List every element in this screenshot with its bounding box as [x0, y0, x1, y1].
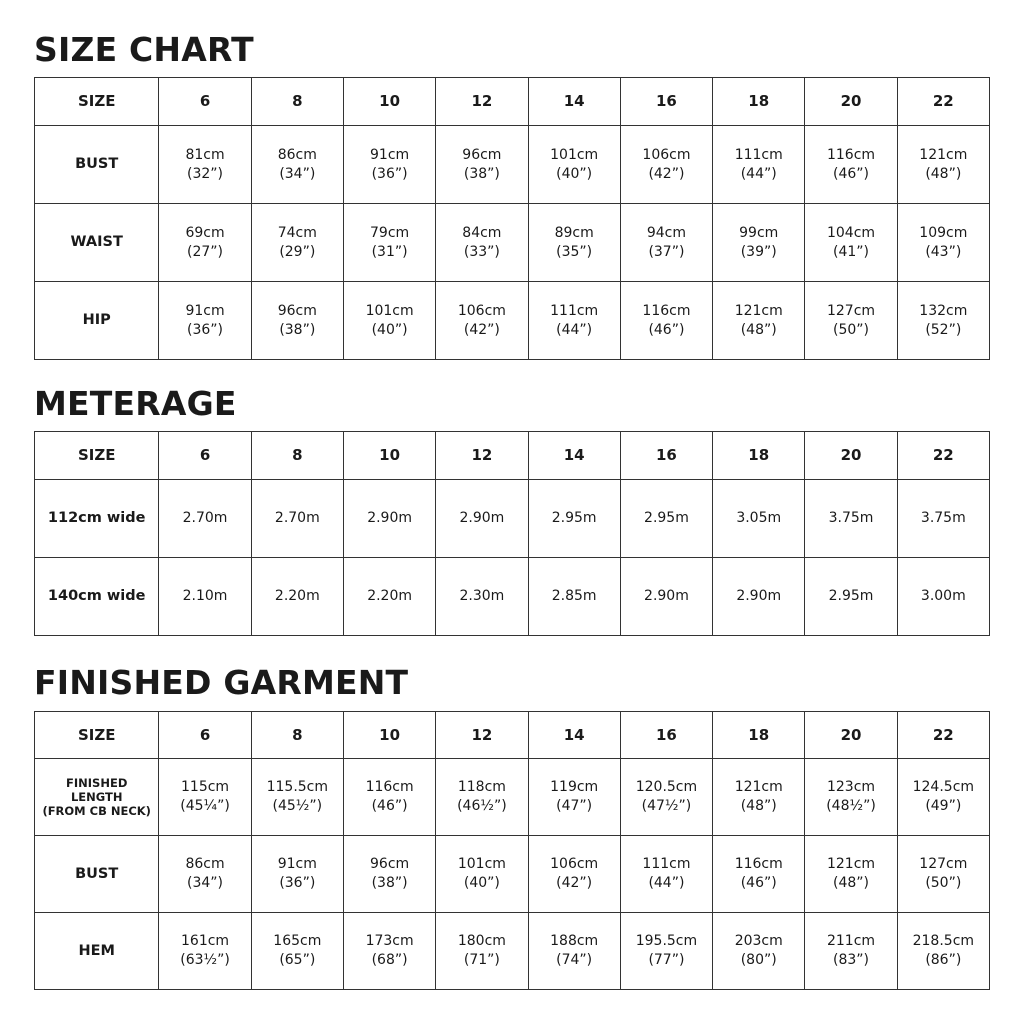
- cell-line: (46”): [648, 321, 685, 338]
- cell-line: 2.30m: [459, 588, 505, 604]
- size-column-header: 12: [436, 432, 528, 480]
- cell-line: 2.20m: [274, 588, 320, 604]
- value-cell: [620, 913, 712, 990]
- cell-line: 104cm: [826, 224, 876, 241]
- value-cell: [251, 282, 343, 360]
- value-cell: [713, 913, 805, 990]
- size-column-header: 10: [343, 78, 435, 126]
- value-cell: [528, 480, 620, 558]
- value-cell: [620, 480, 712, 558]
- value-cell: [620, 836, 712, 913]
- meterage-table: [34, 431, 990, 636]
- cell-line: (71”): [463, 952, 500, 968]
- cell-line: (38”): [279, 321, 316, 338]
- value-cell: [897, 204, 989, 282]
- cell-line: (32”): [187, 165, 224, 182]
- cell-line: 127cm: [826, 302, 876, 319]
- value-cell: [713, 204, 805, 282]
- cell-line: 86cm: [185, 856, 225, 872]
- cell-line: (42”): [556, 875, 593, 891]
- table-row: [35, 282, 990, 360]
- cell-line: 2.95m: [644, 510, 689, 526]
- cell-line: (45¼”): [180, 798, 230, 814]
- cell-line: 2.85m: [551, 588, 597, 604]
- cell-line: (48½”): [826, 798, 876, 814]
- size-header-cell: SIZE: [35, 78, 159, 126]
- row-label: HEM: [35, 913, 159, 990]
- cell-line: 211cm: [826, 933, 876, 949]
- value-cell: [251, 204, 343, 282]
- cell-line: (48”): [925, 165, 962, 182]
- cell-line: 121cm: [734, 779, 783, 795]
- row-label: BUST: [35, 836, 159, 913]
- value-cell: [897, 759, 989, 836]
- size-header-cell: SIZE: [35, 432, 159, 480]
- size-column-header: 14: [528, 712, 620, 759]
- cell-line: 2.95m: [551, 510, 597, 526]
- cell-line: 116cm: [365, 779, 414, 795]
- cell-line: (29”): [279, 243, 316, 260]
- cell-line: 2.10m: [182, 588, 228, 604]
- cell-line: (74”): [556, 952, 593, 968]
- size-column-header: 16: [620, 432, 712, 480]
- cell-line: (42”): [463, 321, 500, 338]
- cell-line: 2.90m: [459, 510, 505, 526]
- header-row: [35, 432, 990, 480]
- size-column-header: 16: [620, 78, 712, 126]
- value-cell: [805, 836, 897, 913]
- cell-line: (86”): [925, 952, 962, 968]
- value-cell: [528, 759, 620, 836]
- cell-line: 86cm: [277, 146, 317, 163]
- header-row: [35, 78, 990, 126]
- size-column-header: 8: [251, 712, 343, 759]
- cell-line: 89cm: [554, 224, 594, 241]
- cell-line: (83”): [833, 952, 869, 968]
- cell-line: (41”): [833, 243, 869, 260]
- cell-line: (39”): [740, 243, 777, 260]
- value-cell: [897, 480, 989, 558]
- cell-line: 2.70m: [274, 510, 320, 526]
- size-column-header: 6: [159, 78, 251, 126]
- value-cell: [251, 558, 343, 636]
- cell-line: 218.5cm: [912, 933, 975, 949]
- cell-line: 188cm: [550, 933, 599, 949]
- cell-line: (50”): [925, 875, 962, 891]
- value-cell: [343, 126, 435, 204]
- value-cell: [528, 913, 620, 990]
- value-cell: [251, 836, 343, 913]
- cell-line: 81cm: [185, 146, 225, 163]
- size-column-header: 22: [897, 712, 989, 759]
- size-chart-title: SIZE CHART: [34, 30, 254, 69]
- header-row: [35, 712, 990, 759]
- cell-line: 127cm: [919, 856, 968, 872]
- size-column-header: 20: [805, 78, 897, 126]
- cell-line: (37”): [648, 243, 685, 260]
- cell-line: (45½”): [272, 798, 323, 814]
- size-column-header: 22: [897, 78, 989, 126]
- value-cell: [620, 558, 712, 636]
- row-label: 140cm wide: [35, 558, 159, 636]
- table-row: [35, 126, 990, 204]
- size-column-header: 12: [436, 78, 528, 126]
- cell-line: 3.00m: [920, 588, 966, 604]
- cell-line: (44”): [740, 165, 777, 182]
- value-cell: [620, 759, 712, 836]
- size-column-header: 20: [805, 712, 897, 759]
- cell-line: 69cm: [185, 224, 225, 241]
- cell-line: 2.90m: [736, 588, 782, 604]
- cell-line: LENGTH: [70, 790, 123, 804]
- cell-line: 119cm: [550, 779, 599, 795]
- cell-line: 106cm: [642, 146, 691, 163]
- cell-line: (63½”): [180, 952, 230, 968]
- size-column-header: 18: [713, 78, 805, 126]
- cell-line: 2.70m: [182, 510, 228, 526]
- cell-line: 195.5cm: [635, 933, 698, 949]
- cell-line: (36”): [279, 875, 316, 891]
- cell-line: (50”): [833, 321, 869, 338]
- cell-line: (80”): [740, 952, 777, 968]
- size-column-header: 16: [620, 712, 712, 759]
- value-cell: [343, 282, 435, 360]
- cell-line: 165cm: [273, 933, 322, 949]
- row-label: HIP: [35, 282, 159, 360]
- value-cell: [713, 126, 805, 204]
- row-label: 112cm wide: [35, 480, 159, 558]
- value-cell: [159, 480, 251, 558]
- value-cell: [343, 558, 435, 636]
- cell-line: 120.5cm: [635, 779, 698, 795]
- cell-line: 132cm: [919, 302, 968, 319]
- cell-line: (40”): [371, 321, 408, 338]
- value-cell: [343, 204, 435, 282]
- cell-line: 96cm: [462, 146, 502, 163]
- cell-line: 109cm: [919, 224, 968, 241]
- value-cell: [713, 836, 805, 913]
- size-column-header: 20: [805, 432, 897, 480]
- cell-line: 2.20m: [367, 588, 412, 604]
- cell-line: 94cm: [646, 224, 687, 241]
- cell-line: (38”): [371, 875, 408, 891]
- cell-line: (47½”): [641, 798, 692, 814]
- value-cell: [528, 204, 620, 282]
- value-cell: [528, 282, 620, 360]
- value-cell: [805, 913, 897, 990]
- cell-line: (43”): [925, 243, 962, 260]
- value-cell: [897, 558, 989, 636]
- size-column-header: 22: [897, 432, 989, 480]
- value-cell: [343, 836, 435, 913]
- cell-line: 121cm: [919, 146, 968, 163]
- cell-line: 173cm: [365, 933, 414, 949]
- value-cell: [620, 282, 712, 360]
- cell-line: 106cm: [550, 856, 599, 872]
- cell-line: 111cm: [642, 856, 691, 872]
- value-cell: [159, 558, 251, 636]
- cell-line: (68”): [371, 952, 408, 968]
- finished-garment-table: [34, 711, 990, 990]
- cell-line: (FROM CB NECK): [42, 804, 151, 818]
- value-cell: [805, 759, 897, 836]
- cell-line: 180cm: [457, 933, 506, 949]
- cell-line: (77”): [648, 952, 685, 968]
- cell-line: 91cm: [185, 302, 225, 319]
- cell-line: (40”): [556, 165, 593, 182]
- cell-line: 121cm: [826, 856, 876, 872]
- cell-line: 124.5cm: [912, 779, 975, 795]
- size-header-cell: SIZE: [35, 712, 159, 759]
- value-cell: [436, 836, 528, 913]
- cell-line: (42”): [648, 165, 685, 182]
- cell-line: (27”): [187, 243, 224, 260]
- cell-line: (36”): [371, 165, 408, 182]
- cell-line: 116cm: [642, 302, 691, 319]
- value-cell: [436, 558, 528, 636]
- cell-line: 115cm: [181, 779, 230, 795]
- cell-line: (46”): [371, 798, 408, 814]
- cell-line: 96cm: [370, 856, 410, 872]
- row-label: [35, 759, 159, 836]
- cell-line: 2.90m: [644, 588, 689, 604]
- cell-line: (46½”): [457, 798, 507, 814]
- cell-line: 96cm: [277, 302, 317, 319]
- cell-line: 84cm: [462, 224, 502, 241]
- value-cell: [251, 480, 343, 558]
- cell-line: 99cm: [739, 224, 779, 241]
- cell-line: 3.75m: [828, 510, 874, 526]
- cell-line: 118cm: [457, 779, 506, 795]
- cell-line: (31”): [371, 243, 408, 260]
- cell-line: 2.95m: [828, 588, 874, 604]
- value-cell: [159, 836, 251, 913]
- table-row: [35, 480, 990, 558]
- value-cell: [436, 204, 528, 282]
- cell-line: 123cm: [826, 779, 876, 795]
- size-column-header: 14: [528, 432, 620, 480]
- value-cell: [713, 282, 805, 360]
- size-column-header: 6: [159, 712, 251, 759]
- cell-line: 91cm: [370, 146, 410, 163]
- cell-line: (47”): [556, 798, 593, 814]
- cell-line: (33”): [463, 243, 500, 260]
- value-cell: [528, 558, 620, 636]
- value-cell: [620, 204, 712, 282]
- cell-line: 106cm: [457, 302, 506, 319]
- cell-line: 111cm: [550, 302, 599, 319]
- size-column-header: 10: [343, 432, 435, 480]
- value-cell: [251, 913, 343, 990]
- cell-line: (44”): [556, 321, 593, 338]
- value-cell: [436, 282, 528, 360]
- value-cell: [528, 126, 620, 204]
- table-row: [35, 913, 990, 990]
- size-column-header: 12: [436, 712, 528, 759]
- value-cell: [897, 913, 989, 990]
- cell-line: (46”): [833, 165, 869, 182]
- meterage-title: METERAGE: [34, 384, 237, 423]
- size-column-header: 18: [713, 432, 805, 480]
- cell-line: (48”): [740, 798, 777, 814]
- value-cell: [528, 836, 620, 913]
- cell-line: (35”): [556, 243, 593, 260]
- value-cell: [251, 126, 343, 204]
- value-cell: [251, 759, 343, 836]
- table-row: [35, 759, 990, 836]
- cell-line: 111cm: [734, 146, 783, 163]
- cell-line: 91cm: [277, 856, 317, 872]
- cell-line: FINISHED: [66, 776, 128, 790]
- value-cell: [620, 126, 712, 204]
- value-cell: [897, 126, 989, 204]
- value-cell: [159, 913, 251, 990]
- value-cell: [436, 759, 528, 836]
- cell-line: 74cm: [277, 224, 317, 241]
- table-row: [35, 204, 990, 282]
- size-column-header: 8: [251, 78, 343, 126]
- value-cell: [343, 759, 435, 836]
- table-row: [35, 836, 990, 913]
- value-cell: [897, 836, 989, 913]
- cell-line: (48”): [833, 875, 869, 891]
- size-chart-table: [34, 77, 990, 360]
- value-cell: [805, 558, 897, 636]
- value-cell: [159, 282, 251, 360]
- cell-line: (65”): [279, 952, 316, 968]
- row-label: WAIST: [35, 204, 159, 282]
- cell-line: (40”): [463, 875, 500, 891]
- cell-line: (49”): [925, 798, 962, 814]
- value-cell: [343, 480, 435, 558]
- value-cell: [805, 126, 897, 204]
- cell-line: 116cm: [826, 146, 876, 163]
- value-cell: [805, 480, 897, 558]
- value-cell: [436, 913, 528, 990]
- cell-line: 3.05m: [736, 510, 782, 526]
- value-cell: [436, 126, 528, 204]
- cell-line: (46”): [740, 875, 777, 891]
- cell-line: 79cm: [370, 224, 410, 241]
- value-cell: [159, 126, 251, 204]
- value-cell: [897, 282, 989, 360]
- cell-line: (38”): [463, 165, 500, 182]
- cell-line: 101cm: [457, 856, 506, 872]
- cell-line: 121cm: [734, 302, 783, 319]
- cell-line: (36”): [187, 321, 224, 338]
- cell-line: 2.90m: [367, 510, 412, 526]
- cell-line: (48”): [740, 321, 777, 338]
- size-column-header: 8: [251, 432, 343, 480]
- value-cell: [343, 913, 435, 990]
- value-cell: [436, 480, 528, 558]
- row-label: BUST: [35, 126, 159, 204]
- size-column-header: 18: [713, 712, 805, 759]
- cell-line: (34”): [187, 875, 224, 891]
- value-cell: [713, 480, 805, 558]
- cell-line: 101cm: [365, 302, 414, 319]
- size-column-header: 6: [159, 432, 251, 480]
- size-column-header: 10: [343, 712, 435, 759]
- finished-garment-title: FINISHED GARMENT: [34, 663, 409, 702]
- cell-line: 3.75m: [920, 510, 966, 526]
- value-cell: [713, 558, 805, 636]
- value-cell: [805, 282, 897, 360]
- cell-line: (34”): [279, 165, 316, 182]
- table-row: [35, 558, 990, 636]
- cell-line: 203cm: [734, 933, 783, 949]
- cell-line: 115.5cm: [266, 779, 329, 795]
- value-cell: [159, 204, 251, 282]
- cell-line: 116cm: [734, 856, 783, 872]
- value-cell: [713, 759, 805, 836]
- cell-line: (44”): [648, 875, 685, 891]
- cell-line: (52”): [925, 321, 962, 338]
- value-cell: [805, 204, 897, 282]
- cell-line: 101cm: [550, 146, 599, 163]
- value-cell: [159, 759, 251, 836]
- cell-line: 161cm: [181, 933, 230, 949]
- size-column-header: 14: [528, 78, 620, 126]
